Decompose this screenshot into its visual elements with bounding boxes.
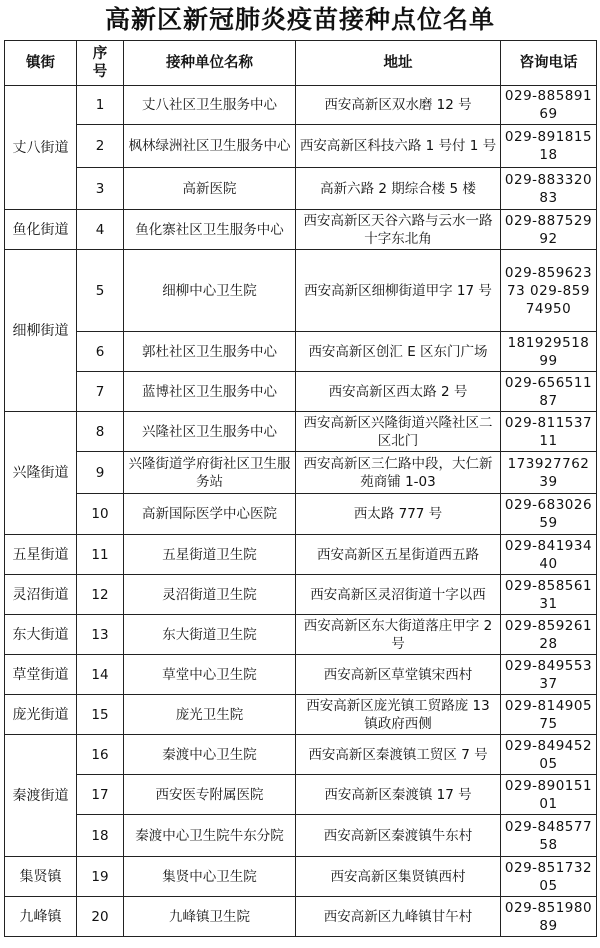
table-row: [5, 615, 597, 655]
unit-cell: 兴隆街道学府街社区卫生服务站: [124, 452, 296, 494]
phone-cell: 029-85926128: [501, 615, 597, 655]
header-unit: 接种单位名称: [124, 41, 296, 86]
street-cell: 兴隆街道: [5, 412, 77, 535]
address-cell: 西安高新区创汇 E 区东门广场: [296, 332, 501, 372]
phone-cell: 029-84193440: [501, 535, 597, 575]
address-cell: 西安高新区东大街道落庄甲字 2 号: [296, 615, 501, 655]
address-cell: 西安高新区秦渡镇 17 号: [296, 775, 501, 815]
table-row: [5, 575, 597, 615]
unit-cell: 鱼化寨社区卫生服务中心: [124, 210, 296, 250]
number-cell: 12: [77, 575, 124, 615]
number-cell: 7: [77, 372, 124, 412]
phone-cell: 029-85198089: [501, 897, 597, 937]
table-row: [5, 86, 597, 125]
address-cell: 西安高新区兴隆街道兴隆社区二区北门: [296, 412, 501, 452]
table-row: [5, 168, 597, 210]
unit-cell: 秦渡中心卫生院: [124, 735, 296, 775]
phone-cell: 029-89181518: [501, 125, 597, 168]
unit-cell: 郭杜社区卫生服务中心: [124, 332, 296, 372]
table-row: [5, 250, 597, 332]
street-cell: 鱼化街道: [5, 210, 77, 250]
street-cell: 细柳街道: [5, 250, 77, 412]
address-cell: 西安高新区庞光镇工贸路庞 13 镇政府西侧: [296, 695, 501, 735]
phone-cell: 17392776239: [501, 452, 597, 494]
address-cell: 西安高新区秦渡镇牛东村: [296, 815, 501, 857]
header-address: 地址: [296, 41, 501, 86]
number-cell: 5: [77, 250, 124, 332]
phone-cell: 029-88332083: [501, 168, 597, 210]
unit-cell: 细柳中心卫生院: [124, 250, 296, 332]
unit-cell: 庞光卫生院: [124, 695, 296, 735]
number-cell: 19: [77, 857, 124, 897]
address-cell: 西安高新区灵沼街道十字以西: [296, 575, 501, 615]
page-title: 高新区新冠肺炎疫苗接种点位名单: [104, 5, 495, 34]
phone-cell: 029-84955337: [501, 655, 597, 695]
address-cell: 西安高新区集贤镇西村: [296, 857, 501, 897]
number-cell: 13: [77, 615, 124, 655]
address-cell: 西安高新区九峰镇甘午村: [296, 897, 501, 937]
header-street: 镇街: [5, 41, 77, 86]
address-cell: 西太路 777 号: [296, 494, 501, 535]
number-cell: 10: [77, 494, 124, 535]
street-cell: 东大街道: [5, 615, 77, 655]
street-cell: 灵沼街道: [5, 575, 77, 615]
table-header-row: [5, 41, 597, 86]
unit-cell: 东大街道卫生院: [124, 615, 296, 655]
unit-cell: 高新医院: [124, 168, 296, 210]
phone-cell: 029-68302659: [501, 494, 597, 535]
address-cell: 高新六路 2 期综合楼 5 楼: [296, 168, 501, 210]
phone-cell: 029-84857758: [501, 815, 597, 857]
table-row: [5, 857, 597, 897]
header-phone: 咨询电话: [501, 41, 597, 86]
unit-cell: 九峰镇卫生院: [124, 897, 296, 937]
unit-cell: 灵沼街道卫生院: [124, 575, 296, 615]
phone-cell: 029-65651187: [501, 372, 597, 412]
phone-cell: 029-85856131: [501, 575, 597, 615]
address-cell: 西安高新区西太路 2 号: [296, 372, 501, 412]
table-row: [5, 655, 597, 695]
unit-cell: 西安医专附属医院: [124, 775, 296, 815]
phone-cell: 029-85173205: [501, 857, 597, 897]
table-row: [5, 897, 597, 937]
table-row: [5, 125, 597, 168]
table-row: [5, 815, 597, 857]
street-cell: 九峰镇: [5, 897, 77, 937]
address-cell: 西安高新区天谷六路与云水一路十字东北角: [296, 210, 501, 250]
phone-cell: 029-81153711: [501, 412, 597, 452]
unit-cell: 集贤中心卫生院: [124, 857, 296, 897]
number-cell: 2: [77, 125, 124, 168]
number-cell: 3: [77, 168, 124, 210]
address-cell: 西安高新区三仁路中段，大仁新苑商铺 1-03: [296, 452, 501, 494]
unit-cell: 丈八社区卫生服务中心: [124, 86, 296, 125]
table-row: [5, 210, 597, 250]
phone-cell: 029-88589169: [501, 86, 597, 125]
street-cell: 集贤镇: [5, 857, 77, 897]
unit-cell: 秦渡中心卫生院牛东分院: [124, 815, 296, 857]
table-row: [5, 332, 597, 372]
number-cell: 20: [77, 897, 124, 937]
table-row: [5, 494, 597, 535]
table-row: [5, 372, 597, 412]
address-cell: 西安高新区科技六路 1 号付 1 号: [296, 125, 501, 168]
phone-cell: 029-89015101: [501, 775, 597, 815]
phone-cell: 029-81490575: [501, 695, 597, 735]
number-cell: 4: [77, 210, 124, 250]
table-row: [5, 735, 597, 775]
unit-cell: 高新国际医学中心医院: [124, 494, 296, 535]
header-number: 序 号: [77, 41, 124, 86]
address-cell: 西安高新区秦渡镇工贸区 7 号: [296, 735, 501, 775]
address-cell: 西安高新区双水磨 12 号: [296, 86, 501, 125]
table-row: [5, 695, 597, 735]
number-cell: 14: [77, 655, 124, 695]
number-cell: 6: [77, 332, 124, 372]
street-cell: 秦渡街道: [5, 735, 77, 857]
unit-cell: 兴隆社区卫生服务中心: [124, 412, 296, 452]
address-cell: 西安高新区细柳街道甲字 17 号: [296, 250, 501, 332]
number-cell: 9: [77, 452, 124, 494]
phone-cell: 029-84945205: [501, 735, 597, 775]
phone-cell: 029-88752992: [501, 210, 597, 250]
street-cell: 五星街道: [5, 535, 77, 575]
number-cell: 16: [77, 735, 124, 775]
street-cell: 草堂街道: [5, 655, 77, 695]
vaccination-site-table: [4, 40, 597, 937]
table-row: [5, 775, 597, 815]
unit-cell: 蓝博社区卫生服务中心: [124, 372, 296, 412]
phone-cell: 029-85962373 029-85974950: [501, 250, 597, 332]
number-cell: 8: [77, 412, 124, 452]
number-cell: 15: [77, 695, 124, 735]
table-row: [5, 535, 597, 575]
phone-cell: 18192951899: [501, 332, 597, 372]
number-cell: 1: [77, 86, 124, 125]
unit-cell: 枫林绿洲社区卫生服务中心: [124, 125, 296, 168]
table-row: [5, 412, 597, 452]
table-row: [5, 452, 597, 494]
street-cell: 庞光街道: [5, 695, 77, 735]
unit-cell: 草堂中心卫生院: [124, 655, 296, 695]
address-cell: 西安高新区草堂镇宋西村: [296, 655, 501, 695]
street-cell: 丈八街道: [5, 86, 77, 210]
address-cell: 西安高新区五星街道西五路: [296, 535, 501, 575]
number-cell: 17: [77, 775, 124, 815]
unit-cell: 五星街道卫生院: [124, 535, 296, 575]
number-cell: 11: [77, 535, 124, 575]
number-cell: 18: [77, 815, 124, 857]
